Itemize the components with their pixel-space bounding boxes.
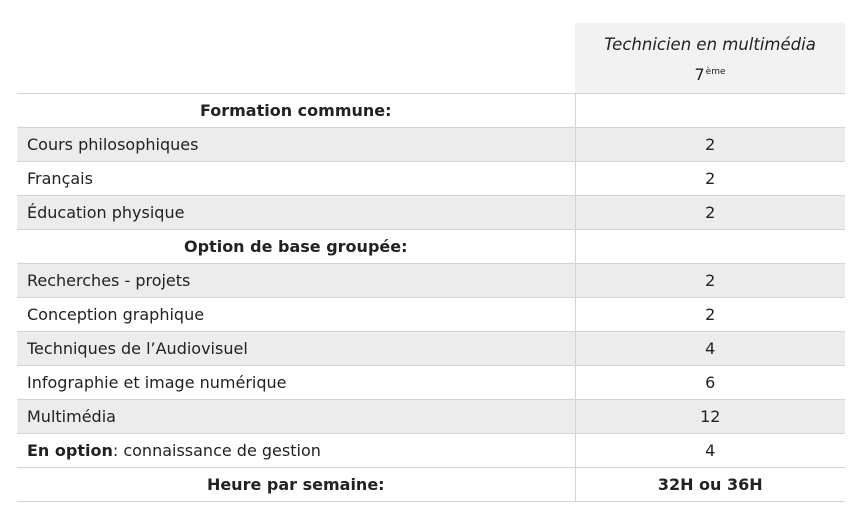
subject-label: Recherches - projets [17,264,575,298]
subject-hours: 2 [575,264,845,298]
table-row [17,400,845,434]
program-name: Technicien en multimédia [604,34,816,54]
year-suffix: ème [705,66,726,77]
table-row [17,128,845,162]
subject-hours: 2 [575,128,845,162]
table-row [17,332,845,366]
option-text: : connaissance de gestion [112,441,321,460]
subject-hours: 2 [575,196,845,230]
table-row [17,196,845,230]
section-hours [575,94,845,128]
course-hours-table [17,23,845,502]
section-row-formation-commune [17,94,845,128]
subject-label [17,434,575,468]
section-label: Option de base groupée: [17,230,575,264]
section-hours [575,230,845,264]
total-hours: 32H ou 36H [575,468,845,502]
table-row [17,366,845,400]
subject-label: Multimédia [17,400,575,434]
section-label: Formation commune: [17,94,575,128]
subject-label: Éducation physique [17,196,575,230]
total-row [17,468,845,502]
subject-label: Conception graphique [17,298,575,332]
subject-hours: 2 [575,298,845,332]
subject-hours: 4 [575,434,845,468]
subject-hours: 12 [575,400,845,434]
option-prefix: En option [27,441,113,460]
header-blank-cell [17,23,575,94]
header-program-cell [575,23,845,94]
subject-hours: 6 [575,366,845,400]
table-header-row [17,23,845,94]
subject-label: Français [17,162,575,196]
total-label: Heure par semaine: [17,468,575,502]
subject-label: Techniques de l’Audiovisuel [17,332,575,366]
program-year [575,61,845,86]
subject-hours: 2 [575,162,845,196]
table-row [17,298,845,332]
year-number: 7 [694,64,705,84]
table-row [17,264,845,298]
subject-label: Infographie et image numérique [17,366,575,400]
section-row-option-de-base [17,230,845,264]
table-row [17,162,845,196]
table-row [17,434,845,468]
subject-hours: 4 [575,332,845,366]
subject-label: Cours philosophiques [17,128,575,162]
